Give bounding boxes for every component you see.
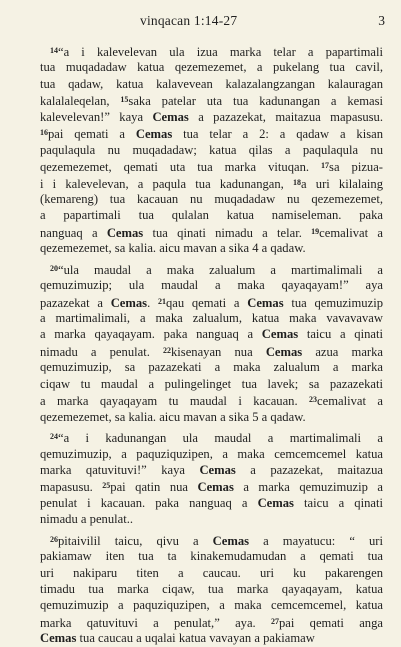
verse-number: 26 — [50, 534, 58, 544]
paragraph — [40, 261, 383, 425]
verse-number: 22 — [163, 345, 171, 355]
paragraph — [40, 43, 383, 257]
text-line — [40, 495, 383, 511]
verse-number: 17 — [321, 161, 330, 171]
text-run: qezemezemet, sa kalia. aicu mavan a sika 5 a qadaw. — [40, 409, 306, 424]
body-text — [40, 43, 383, 647]
text-line — [40, 294, 383, 310]
bold-name: Cemas — [40, 631, 77, 646]
text-line — [40, 614, 383, 630]
text-run: kalevelevan!” kaya — [40, 109, 153, 124]
text-line — [40, 43, 383, 59]
text-run: azua marka — [302, 344, 383, 359]
text-run: “ula maudal a maka zalualum a martimalimali a — [58, 262, 383, 277]
text-line — [40, 326, 383, 342]
text-run: nimadu a penulat.. — [40, 512, 134, 527]
text-line — [40, 548, 383, 564]
paragraph — [40, 429, 383, 528]
bold-name: Cemas — [265, 344, 303, 359]
text-run: paqulaqula nu muqadadaw; katua qilas a paqulaqula nu — [40, 142, 383, 157]
text-line — [40, 261, 383, 277]
text-run: taicu a qinati — [298, 327, 383, 342]
text-run: qezemezemet, sa kalia. aicu mavan a sika 4 a qadaw. — [40, 241, 306, 256]
text-line — [40, 359, 383, 375]
text-line — [40, 511, 383, 527]
text-run: qemuzimuzip, sa pazazekati a maka zalualum a marka — [40, 360, 383, 375]
text-run: qezemezemet, qemati uta tua marka vituqan. — [40, 160, 322, 175]
text-run: i i kalevelevan, a paqula tua kadunangan, — [40, 176, 294, 191]
bold-name: Cemas — [261, 327, 299, 342]
bold-name: Cemas — [257, 495, 294, 510]
text-run: a uri kilalaing — [301, 176, 383, 191]
text-run: a mayatucu: “ uri — [249, 533, 383, 548]
text-run: timadu tua marka ciqaw, tua marka qayaqayam, katua — [40, 582, 383, 596]
bold-name: Cemas — [247, 295, 284, 310]
text-run: pakiamaw iten tua ta kinakemudamudan a qemati tua — [40, 549, 383, 564]
text-run: . — [147, 295, 158, 310]
text-run: nanguaq a — [40, 225, 107, 240]
text-line — [40, 224, 383, 240]
verse-number: 15 — [120, 95, 129, 105]
text-line — [40, 376, 383, 392]
text-run: a pazazekat, maitazua — [235, 462, 383, 477]
text-run: qemuzimuzip a paquziquzipen, a maka cemcemcemel, katua — [40, 598, 383, 613]
text-line — [40, 581, 383, 597]
text-line — [40, 109, 383, 125]
verse-number: 14 — [50, 46, 58, 55]
text-run: kisenayan nua — [171, 344, 266, 359]
text-line — [40, 92, 383, 108]
text-run: qemuzimuzip, a paquziquzipen, a maka cemcemcemel katua — [40, 446, 383, 461]
text-run: a martimalimali, a maka zalualum, katua maka vavavavaw — [40, 311, 383, 325]
text-run: pai qemati anga — [278, 615, 383, 630]
verse-number: 16 — [40, 128, 48, 138]
verse-number: 20 — [50, 263, 58, 273]
text-run: tua qadaw, katua kalavevean kalazalangzangan kalauragan — [40, 76, 383, 91]
text-run: a papartimali tua qulalan katua namiseleman. paka — [40, 208, 383, 223]
verse-number: 18 — [293, 177, 302, 187]
running-title: vinqacan 1:14-27 — [140, 13, 238, 28]
bold-name: Cemas — [197, 480, 234, 495]
text-run: tua caucau a uqalai katua vavayan a pakiamaw — [76, 631, 315, 646]
text-line — [40, 429, 383, 445]
text-line — [40, 462, 383, 478]
text-line — [40, 630, 383, 646]
bold-name: Cemas — [135, 127, 173, 142]
text-line — [40, 392, 383, 408]
text-line — [40, 142, 383, 158]
text-run: “a i kadunangan ula maudal a martimalimali a — [58, 431, 383, 446]
text-run: “a i kalevelevan ula izua marka telar a papartimali — [58, 45, 383, 59]
verse-number: 24 — [50, 432, 58, 442]
text-run: a marka qayaqayam tu maudal i kacauan. — [40, 394, 310, 409]
text-run: pai qemati a — [48, 127, 136, 142]
text-run: sa pizua- — [329, 160, 383, 175]
text-run: qau qemati a — [165, 295, 248, 310]
text-run: kalalaleqelan, — [40, 94, 121, 109]
bold-name: Cemas — [106, 225, 144, 240]
page-number: 3 — [378, 13, 385, 28]
bold-name: Cemas — [212, 533, 250, 548]
text-line — [40, 277, 383, 293]
bold-name: Cemas — [199, 462, 236, 477]
text-run: cemalivat a — [317, 394, 383, 409]
verse-number: 25 — [102, 481, 111, 491]
verse-number: 23 — [309, 395, 318, 405]
text-run: penulat i kacauan. paka nanguaq a — [40, 495, 258, 510]
text-run: pitaivilil taicu, qivu a — [58, 533, 213, 548]
text-run: pai qatin nua — [110, 480, 198, 495]
text-run: ciqaw tu maudal a pulingelinget tua lavek; sa pazazekati — [40, 376, 383, 391]
bold-name: Cemas — [110, 295, 148, 310]
verse-number: 27 — [270, 616, 279, 626]
text-run: taicu a qinati — [293, 495, 383, 510]
text-line — [40, 532, 383, 548]
paragraph — [40, 532, 383, 647]
text-run: qemuzimuzip; ula maudal a maka qayaqayam!” aya — [40, 278, 383, 293]
text-run: uri nakiparu titen a caucau. uri ku pakarengen — [40, 565, 383, 580]
text-run: cemalivat a — [319, 225, 383, 240]
text-line — [40, 207, 383, 223]
text-line — [40, 59, 383, 75]
text-run: pazazekat a — [40, 295, 111, 310]
text-line — [40, 125, 383, 141]
text-line — [40, 478, 383, 494]
verse-number: 19 — [311, 226, 320, 236]
text-line — [40, 409, 383, 425]
text-run: a pazazekat, maitazua mapasusu. — [188, 109, 383, 124]
page-header — [40, 13, 385, 33]
text-run: tua qinati nimadu a telar. — [143, 225, 312, 240]
text-run: tua qemuzimuzip — [283, 295, 383, 310]
text-line — [40, 158, 383, 174]
text-line — [40, 343, 383, 359]
text-line — [40, 565, 383, 581]
text-line — [40, 240, 383, 256]
text-line — [40, 76, 383, 92]
text-run: marka qatuvituvi a penulat,” aya. — [40, 615, 271, 630]
text-line — [40, 175, 383, 191]
text-run: nimadu a penulat. — [40, 344, 163, 359]
text-run: a marka qayaqayam. paka nanguaq a — [40, 327, 262, 342]
text-run: tua telar a 2: a qadaw a kisan — [172, 127, 383, 142]
text-run: mapasusu. — [40, 480, 103, 495]
text-line — [40, 191, 383, 207]
text-line — [40, 310, 383, 326]
text-run: saka patelar uta tua kadunangan a kemasi — [128, 94, 383, 109]
text-run: a marka qemuzimuzip a — [233, 480, 383, 495]
text-run: (kemareng) tua kacauan nu muqadadaw nu qezemezemet, — [40, 191, 383, 206]
bold-name: Cemas — [152, 109, 189, 124]
text-run: marka qatuvituvi!” kaya — [40, 462, 200, 477]
text-line — [40, 446, 383, 462]
verse-number: 21 — [157, 296, 166, 306]
text-run: tua muqadadaw katua qezemezemet, a pukelang tua cavil, — [40, 60, 383, 75]
